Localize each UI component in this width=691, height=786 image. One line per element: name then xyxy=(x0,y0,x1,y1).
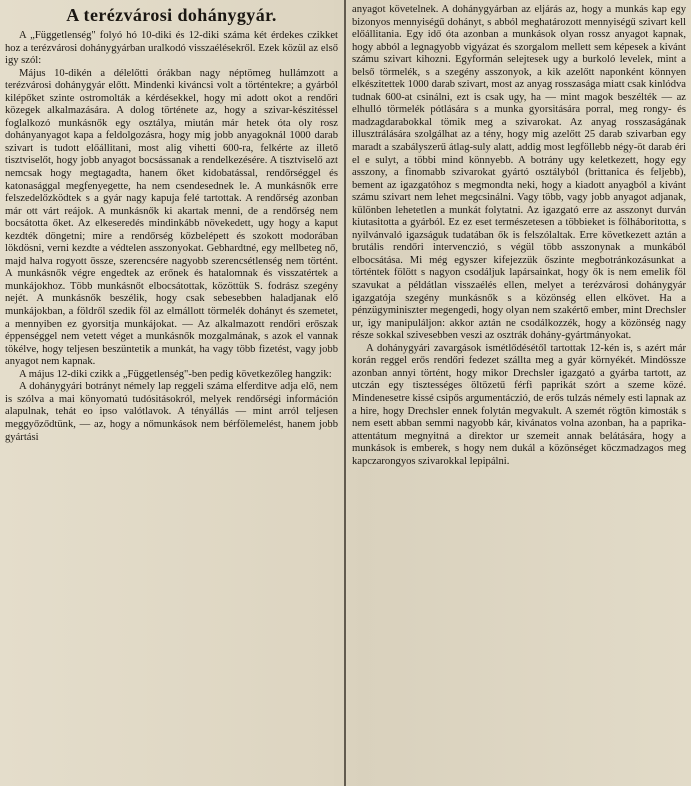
article-headline: A terézvárosi dohánygyár. xyxy=(66,5,277,25)
second-quote-paragraph-continued: anyagot követelnek. A dohánygyárban az eljárás az, hogy a munkás kap egy bizonyos mennyiségű dohányt, s abból meghatározott mennyiségű szivart kell előállitania. Egy idő óta azonban a munkások olyan rossz anyagot kapnak, hogy abból a legnagyobb vigyázat és szorgalom mellett sem képesek a kivánt számu szivart kihozni. Egyformán selejtesek ugy a burkoló levelek, mint a belső törmelék, s a szegény asszonyok, a kik azelőtt naponként könnyen elkészitettek 1000 darab szivart, most az anyag rosszasága miatt csak kinlódva tudnak 600-at csinálni, ezt is csak ugy, ha — mint magok beszélték — az elhulló törmelék pótlására s a munka gyorsitására porral, meg rongy- és madzagdarabokkal tömik meg a szivarokat. Az anyag rosszaságának illusztrálására szolgálhat az a tény, hogy mig azelőtt 25 darab szivarban egy maradt a szabályszerű átlag-suly alatt, addig most legföllebb négy-öt darab éri el e sulyt, a többi mind könnyebb. A botrány ugy keletkezett, hogy egy asszony, a finomabb szivarokat gyártó osztályból (brittanica és feljebb), bement az igazgatóhoz s megmondta neki, hogy a kiadott anyagból a kivánt számu szivart nem lehet megcsinálni. Vagy több, vagy jobb anyagot adjanak, különben lehetetlen a munkát folytatni. Az igazgató erre az asszonyt durván kiutasitotta a gyárból. Ez ez eset természetesen a többieket is fölháboritotta, s nyilvánvaló igazságuk tudatában ők is felszólaltak. Erre következett aztán a brutális rendőri intervenczió, s végül több asszonynak a munkából elbocsátása. Mi még egyszer kifejezzük őszinte megbotránkozásunkat a történtek fölött s nagyon csodáljuk lapársainkat, hogy ők is nem emelik föl szavukat a példátlan visszaélés ellen, melyet a terézvárosi dohánygyár igazgatója szegény munkásnők s a közönség ellen elkövet. Ha a pénzügyminiszter megengedi, hogy olyan nem szakértő ember, mint Drechsler ur, igy manipuláljon: akkor aztán ne csodálkozzék, hogy a közönség nagy része sokkal szivesebben veszi az osztrák dohány-gyártmányokat. xyxy=(352,4,686,342)
second-intro-paragraph: A május 12-diki czikk a „Függetlenség"-ben pedig következőleg hangzik: xyxy=(19,368,332,380)
column-divider xyxy=(344,0,346,786)
left-column xyxy=(5,4,338,782)
right-column xyxy=(352,4,686,782)
second-quote-paragraph-start: A dohánygyári botrányt némely lap reggeli száma elferditve adja elő, nem is szólva a mai könyomatú tudósitásokról, melyek rendőrségi információn alapulnak, tehát eo ipso valótlavok. A tényállás — mint arról teljesen meggyőződtünk, — az, hogy a nőmunkások nem bérfölemelést, hanem jobb gyártási xyxy=(5,381,338,443)
intro-paragraph: A „Függetlenség" folyó hó 10-diki és 12-diki száma két érdekes czikket hoz a terézvárosi dohánygyárban uralkodó visszaélésekről. Ezek közül az első igy szól: xyxy=(5,30,338,67)
first-quote-paragraph: Május 10-dikén a délelőtti órákban nagy néptömeg hullámzott a terézvárosi dohánygyár előtt. Mindenki kiváncsi volt a történtekre; a gyárból kilépőket szinte ostromolták a kérdésekkel, hogy mi adott okot a rendőri közegek alkalmazására. A dolog története az, hogy a szivar-készitéssel foglalkozó munkásnők egy osztálya, miután már hetek óta oly rosz dohányanyagot kapa a feldolgozásra, hogy mig jobb anyagoknál 1000 darab szivart is tudott előállitani, most alig vihetti 600-ra, felkérte az illető tisztviselőt, hogy jobb anyagot bocsássanak a rendelkezésére. A tisztviselő azt nemcsak hogy megtagadta, hanem őket kidobatással, rendőrséggel és katonasággal megfenyegette, ha nem csendesednek le. A munkásnők erre felszedelőzködtek s a gyár nagy kapuja felé tartottak. A rendőrség azonban már ott várt reájok. A munkásnők ki akartak menni, de a rendőrség nem bocsátotta őket. Az elkeseredés mindinkább növekedett, ugy hogy a kaput kezdték döngetni; mire a rendőrség közbelépett és szokott modorában lökdösni, verni kezdte a védtelen asszonyokat. Gebhardtné, egy mellbeteg nő, majd halva rogyott össze, szerencsére nagyobb szerencsétlenség nem történt. A munkásnők végre engedtek az erőnek és hatalomnak és visszatértek a munkájokhoz. Több munkásnőt elbocsátottak, közöttük S. fodrász szegény nejét. A munkásnők beszélik, hogy csak sebesebben haladjanak elő munkájokban, a földről szedik föl az elmállott törmelék dohányt és szemetet, a mennyiben ez gyorsitja munkájokat. — Az alkalmazott rendőri erőszak éppenséggel nem vetett véget a munkásnők mozgalmának, s azok el vannak tökélve, hogy teljesen beszüntetik a munkát, ha vagy több fizetést, vagy jobb anyagot nem kapnak. xyxy=(5,67,338,368)
closing-paragraph: A dohánygyári zavargások ismétlődésétől tartottak 12-kén is, s azért már korán reggel erős rendőri fedezet szállta meg a gyár környékét. Mindössze azonban annyi történt, hogy mikor Drechsler igazgató a gyárba tartott, az utczán egy tisztességes öltözetű férfi paprikát szórt a szeme közé. Mindenesetre kissé csipős argumentáczió, de erős tulzás némely esti lapnak az a hire, hogy Drechsler ennek folytán megvakult. A szemét rögtön kimosták s nem esett abban semmi nagyobb kár, kivánatos volna azonban, ha a paprika-attentátum megnyitná a direktor ur szemeit annak belátására, hogy a munkások is emberek, s hogy nem dukál a közönséget köczmadzagos meg kapczarongyos szivarokkal lepipálni. xyxy=(352,342,686,467)
